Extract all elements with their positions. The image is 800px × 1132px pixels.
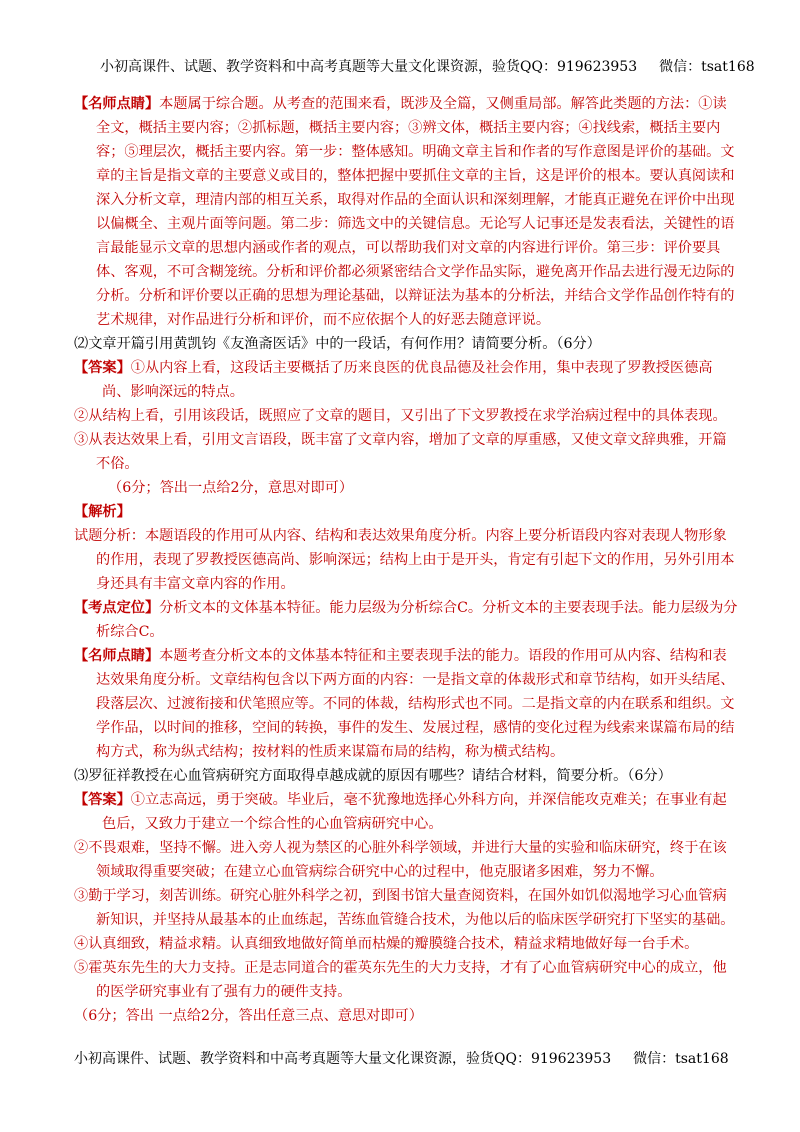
- tag-label: 【考点定位】: [74, 600, 160, 616]
- tag-label: 【解析】: [74, 504, 131, 520]
- tag-label: 【名师点睛】: [74, 648, 160, 664]
- teacher-comment-text: 本题考查分析文本的文体基本特征和主要表现手法的能力。语段的作用可从内容、结构和表达效果角度分析。文章结构包含以下两方面的内容：一是指文章的体裁形式和章节结构，如开头结尾、段落层次、过渡衔接和伏笔照应等。不同的体裁，结构形式也不同。二是指文章的内在联系和组织。文学作品，以时间的推移，空间的转换，事件的发生、发展过程，感情的变化过程为线索来谋篇布局的结构方式，称为纵式结构；按材料的性质来谋篇布局的结构，称为横式结构。: [96, 648, 735, 760]
- answer-2-item-3: ③从表达效果上看，引用文言语段，既丰富了文章内容，增加了文章的厚重感，又使文章文辞典雅，开篇不俗。: [74, 432, 727, 472]
- answer-2-item-1: [74, 356, 738, 404]
- answer-3-item-3: ③勤于学习，刻苦训练。研究心脏外科学之初，到图书馆大量查阅资料，在国外如饥似渴地学习心血管病新知识，并坚持从最基本的止血练起，苦练血管缝合技术，为他以后的临床医学研究打下坚实的基础。: [74, 888, 735, 928]
- answer-2-note: （6分；答出一点给2分，意思对即可）: [108, 480, 354, 496]
- header-text: 小初高课件、试题、教学资料和中高考真题等大量文化课资源，验货QQ：919623953: [100, 59, 638, 75]
- answer-2-item-2: ②从结构上看，引用该段话，既照应了文章的题目，又引出了下文罗教授在求学治病过程中的具体表现。: [74, 408, 727, 424]
- answer-3-item-4: ④认真细致，精益求精。认真细致地做好简单而枯燥的瓣膜缝合技术，精益求精地做好每一台手术。: [74, 936, 699, 952]
- analysis-text: 试题分析：本题语段的作用可从内容、结构和表达效果角度分析。内容上要分析语段内容对表现人物形象的作用，表现了罗教授医德高尚、影响深远；结构上由于是开头，肯定有引起下文的作用，另外引用本身还具有丰富文章内容的作用。: [74, 528, 735, 592]
- page-footer: [74, 1048, 729, 1068]
- page-content: [74, 92, 738, 1028]
- question-2: ⑵文章开篇引用黄凯钧《友渔斋医话》中的一段话，有何作用？请简要分析。（6分）: [74, 336, 601, 352]
- tag-label: 【答案】: [74, 360, 131, 376]
- kaodian-block: [74, 596, 738, 644]
- answer-text: ①立志高远，勇于突破。毕业后，毫不犹豫地选择心外科方向，并深信能攻克难关；在事业有起色后，又致力于建立一个综合性的心血管病研究中心。: [102, 792, 727, 832]
- analysis-tag: [74, 500, 738, 524]
- footer-text: 小初高课件、试题、教学资料和中高考真题等大量文化课资源，验货QQ：919623953: [74, 1051, 612, 1067]
- teacher-comment-1: [74, 92, 738, 332]
- question-3: ⑶罗征祥教授在心血管病研究方面取得卓越成就的原因有哪些？请结合材料，简要分析。（6分）: [74, 768, 672, 784]
- teacher-comment-2: [74, 644, 738, 764]
- answer-3-item-5: ⑤霍英东先生的大力支持。正是志同道合的霍英东先生的大力支持，才有了心血管病研究中心的成立，他的医学研究事业有了强有力的硬件支持。: [74, 960, 727, 1000]
- answer-text: ①从内容上看，这段话主要概括了历来良医的优良品德及社会作用，集中表现了罗教授医德高尚、影响深远的特点。: [102, 360, 713, 400]
- tag-label: 【名师点睛】: [74, 96, 160, 112]
- answer-3-item-2: ②不畏艰难，坚持不懈。进入旁人视为禁区的心脏外科学领域，并进行大量的实验和临床研究，终于在该领域取得重要突破；在建立心血管病综合研究中心的过程中，他克服诸多困难，努力不懈。: [74, 840, 727, 880]
- tag-label: 【答案】: [74, 792, 131, 808]
- footer-wechat: 微信：tsat168: [633, 1051, 729, 1067]
- teacher-comment-text: 本题属于综合题。从考查的范围来看，既涉及全篇，又侧重局部。解答此类题的方法：①读全文，概括主要内容；②抓标题，概括主要内容；③辨文体，概括主要内容；④找线索，概括主要内容；⑤理层次，概括主要内容。第一步：整体感知。明确文章主旨和作者的写作意图是评价的基础。文章的主旨是指文章的主要意义或目的，整体把握中要抓住文章的主旨，这是评价的根本。要认真阅读和深入分析文章，理清内部的相互关系，取得对作品的全面认识和深刻理解，才能真正避免在评价中出现以偏概全、主观片面等问题。第二步：筛选文中的关键信息。无论写人记事还是发表看法，关键性的语言最能显示文章的思想内涵或作者的观点，可以帮助我们对文章的内容进行评价。第三步：评价要具体、客观，不可含糊笼统。分析和评价都必须紧密结合文学作品实际，避免离开作品去进行漫无边际的分析。分析和评价要以正确的思想为理论基础，以辩证法为基本的分析法，并结合文学作品创作特有的艺术规律，对作品进行分析和评价，而不应依据个人的好恶去随意评说。: [96, 96, 735, 328]
- kaodian-text: 分析文本的文体基本特征。能力层级为分析综合C。分析文本的主要表现手法。能力层级为分析综合C。: [96, 600, 738, 640]
- header-wechat: 微信：tsat168: [659, 59, 755, 75]
- answer-3-note: （6分；答出 一点给2分，答出任意三点、意思对即可）: [74, 1008, 423, 1024]
- page-header: [100, 56, 755, 76]
- answer-3-item-1: [74, 788, 738, 836]
